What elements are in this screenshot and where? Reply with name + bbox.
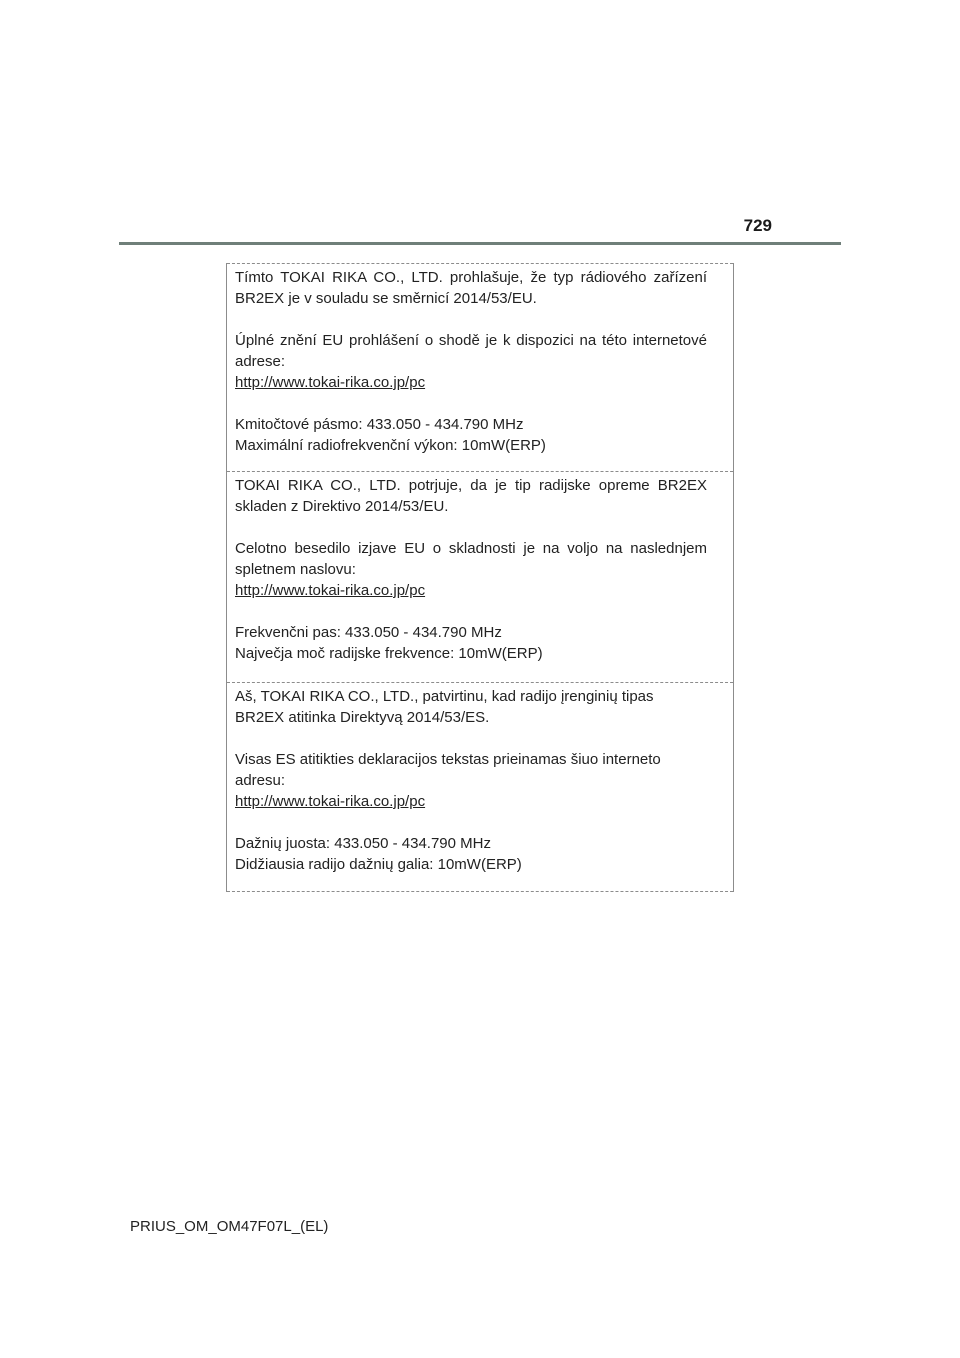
paragraph-gap [235,393,707,414]
declaration-text-line-1: Aš, TOKAI RIKA CO., LTD., patvirtinu, kad radijo įrenginių tipas [235,688,654,705]
frequency-text: Frekvenčni pas: 433.050 - 434.790 MHz [235,624,502,641]
frequency-text: Kmitočtové pásmo: 433.050 - 434.790 MHz [235,416,524,433]
footer-doc-code: PRIUS_OM_OM47F07L_(EL) [130,1218,329,1235]
paragraph-gap [235,812,707,833]
frequency-text: Dažnių juosta: 433.050 - 434.790 MHz [235,835,491,852]
declaration-text: Tímto TOKAI RIKA CO., LTD. prohlašuje, že typ rádiového zařízení BR2EX je v souladu se směrnicí 2014/53/EU. [235,269,707,307]
declaration-url-link[interactable]: http://www.tokai-rika.co.jp/pc [235,374,426,391]
power-text: Maximální radiofrekvenční výkon: 10mW(ERP) [235,437,546,454]
power-text: Didžiausia radijo dažnių galia: 10mW(ERP) [235,856,522,873]
full-text-notice: Celotno besedilo izjave EU o skladnosti je na voljo na naslednjem spletnem naslovu: [235,540,707,578]
paragraph-gap [235,517,707,538]
full-text-notice: Úplné znění EU prohlášení o shodě je k dispozici na této internetové adrese: [235,332,707,370]
full-text-notice-line-2: adresu: [235,772,286,789]
declaration-text-line-2: BR2EX atitinka Direktyvą 2014/53/ES. [235,709,490,726]
paragraph-gap [235,601,707,622]
paragraph-gap [235,728,707,749]
power-text: Največja moč radijske frekvence: 10mW(ERP) [235,645,543,662]
header-rule [119,242,841,245]
section-czech [227,263,733,471]
full-text-notice-line-1: Visas ES atitikties deklaracijos tekstas prieinamas šiuo interneto [235,751,661,768]
section-slovenian [227,471,733,682]
declaration-url-link[interactable]: http://www.tokai-rika.co.jp/pc [235,582,426,599]
section-lithuanian [227,682,733,892]
declaration-url-link[interactable]: http://www.tokai-rika.co.jp/pc [235,793,426,810]
declaration-box [226,263,734,892]
declaration-text: TOKAI RIKA CO., LTD. potrjuje, da je tip radijske opreme BR2EX skladen z Direktivo 2014/53/EU. [235,477,707,515]
paragraph-gap [235,309,707,330]
page-number: 729 [743,216,772,235]
